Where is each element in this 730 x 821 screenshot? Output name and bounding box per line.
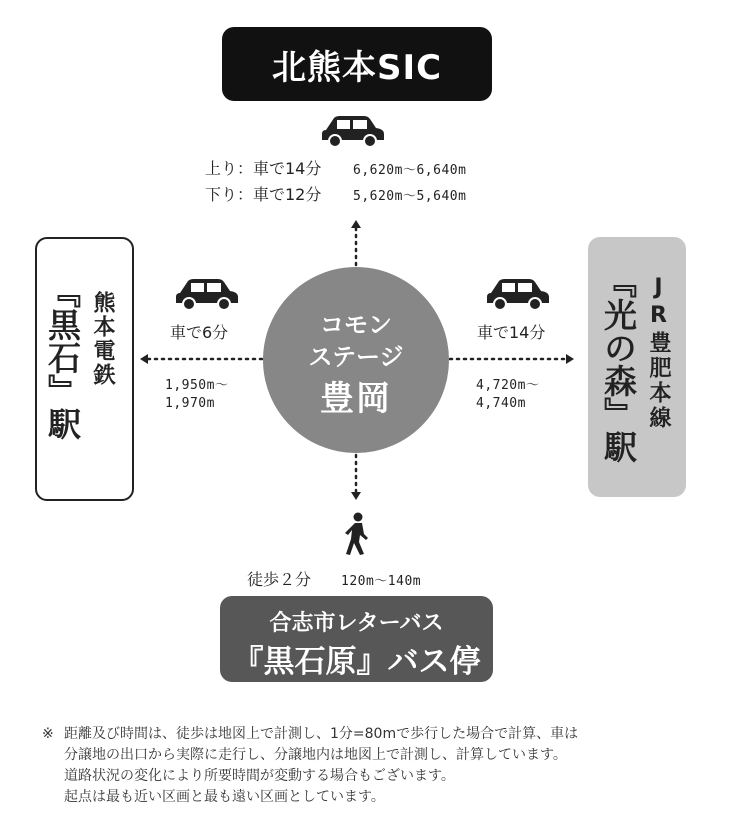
top-route-down-distance: 5,620m～5,640m [353, 189, 467, 204]
center-label-2: ステージ [308, 343, 404, 371]
kitakumamoto-sic-label: 北熊本SIC [271, 47, 443, 88]
bottom-route-distance: 120m～140m [341, 574, 422, 589]
footnote-mark: ※ [42, 726, 54, 742]
footnote [42, 724, 702, 812]
arrow-down-icon [351, 492, 361, 500]
footnote-line-3: 道路状況の変化により所要時間が変動する場合もございます。 [64, 768, 455, 784]
left-route-time: 車で6分 [170, 323, 229, 342]
letter-bus-label: 合志市レターバス [269, 611, 444, 636]
center-label-1: コモン [320, 311, 392, 339]
car-icon [174, 277, 240, 311]
hikarinomori-station-box [588, 237, 686, 497]
car-icon [485, 277, 551, 311]
left-route-distance-1: 1,950m～ [165, 378, 229, 393]
jr-hohi-line-label: JR豊肥本線 [646, 275, 671, 431]
common-stage-toyooka-circle [263, 267, 449, 453]
kuroishi-station-box [35, 237, 134, 501]
right-route-time: 車で14分 [477, 323, 546, 342]
top-route-up-distance: 6,620m～6,640m [353, 163, 467, 178]
arrow-right-icon [566, 354, 574, 364]
kuroishibaru-bus-stop-box [220, 596, 493, 682]
arrow-up-icon [351, 220, 361, 228]
hikarinomori-station-label: 『光の森』駅 [599, 265, 638, 463]
top-route-down-label: 下り：車で12分 [205, 185, 322, 204]
top-route-up-label: 上り：車で14分 [205, 159, 322, 178]
footnote-line-4: 起点は最も近い区画と最も遠い区画としています。 [64, 789, 385, 805]
walker-icon [341, 512, 371, 556]
right-route-distance-1: 4,720m～ [476, 378, 540, 393]
arrow-left-icon [140, 354, 148, 364]
kuroishi-station-label: 『黒石』駅 [43, 275, 82, 440]
footnote-line-2: 分譲地の出口から実際に走行し、分譲地内は地図上で計測し、計算しています。 [64, 747, 567, 763]
center-label-3: 豊岡 [320, 379, 392, 419]
kuroishibaru-bus-stop-label: 『黒石原』バス停 [232, 644, 481, 680]
bottom-route-time: 徒歩２分 [247, 570, 312, 589]
right-route-distance-2: 4,740m [476, 396, 526, 411]
kumamoto-dentetsu-label: 熊本電鉄 [90, 291, 115, 387]
left-route-distance-2: 1,970m [165, 396, 215, 411]
footnote-line-1: 距離及び時間は、徒歩は地図上で計測し、1分=80mで歩行した場合で計算、車は [64, 726, 579, 742]
